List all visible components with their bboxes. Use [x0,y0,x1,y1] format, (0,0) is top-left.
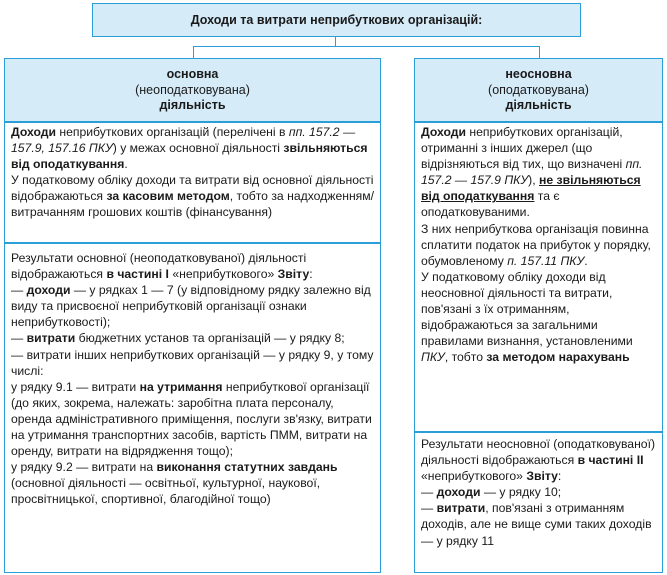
text: , пов'язані з отриманням доходів, але не вище суми таких доходів — у рядку 11 [421,501,652,548]
main-income-rows [11,282,376,330]
law-reference: пп. 157.2 — 157.9 ПКУ [421,157,643,188]
text: у рядку 9.1 — витрати [11,379,140,394]
non-main-income-paragraph [421,124,658,221]
non-main-accounting-paragraph [421,269,658,366]
other-expenses-row [11,347,376,379]
text: неприбуткових організацій, отриманні з інших джерел (що відрізняються від тих, що визначені [421,125,626,172]
main-income-paragraph [11,124,376,172]
non-main-activity-label: неосновна [505,67,572,81]
text: — витрати інших неприбуткових організацій — у рядку 9, у тому числі: [11,347,374,378]
text: , тобто за надходженням/витрачанням грошових коштів (фінансування) [11,189,375,220]
row-9-2 [11,459,376,507]
text: — [11,283,27,298]
connector-line [335,37,336,46]
law-reference: п. 157.11 ПКУ [507,253,585,268]
non-main-results-description [414,432,663,573]
main-accounting-paragraph [11,172,376,220]
text-bold: в частині I [106,267,169,282]
text: — у рядку 10; [480,485,562,500]
text: . [584,253,588,268]
text: — у рядках 1 — 7 (у відповідному рядку залежно від виду та присвоєної неприбутковій організації ознаки неприбутковості); [11,283,371,330]
main-activity-header [4,58,381,122]
text: «неприбуткового» [421,469,527,484]
row-11 [421,500,658,548]
text: У податковому обліку доходи від неосновної діяльності та витрати, пов'язані з їх отриманням, відображаються за загальними правилами визнання, установленими [421,269,633,349]
text: : [309,267,313,282]
text: неприбуткових організацій (перелічені в [55,125,289,139]
text-bold: витрати [436,501,486,516]
text-bold: звільняються від оподаткування [11,141,368,172]
text: бюджетних установ та організацій — у рядку 8; [75,331,345,346]
row-9-1 [11,379,376,459]
main-results-intro [11,250,376,282]
text-bold: виконання статутних завдань [156,460,338,475]
diagram-title-text: Доходи та витрати неприбуткових організацій: [190,13,483,27]
text: — [421,501,437,516]
connector-line [539,46,540,58]
text: та є оподатковуваними. [421,189,560,220]
text: у рядку 9.2 — витрати на [11,460,157,475]
text-bold: Доходи [11,125,56,139]
connector-line [193,46,539,47]
connector-line [193,46,194,58]
text-bold: доходи [436,485,481,500]
main-activity-subtitle: (неоподатковувана) [135,82,250,97]
text-bold: доходи [26,283,71,298]
text: — [421,485,437,500]
text: — [11,331,27,346]
main-activity-label: основна [166,67,219,81]
text: ) у межах основної діяльності [112,141,284,156]
text-bold-underlined: не звільняються від оподаткування [421,173,641,204]
row-10 [421,484,658,500]
text-bold: за методом нарахувань [486,350,630,365]
text: З них неприбуткова організація повинна сплатити податок на прибуток у порядку, обумовленому [421,221,651,268]
non-main-activity-subtitle: (оподатковувана) [488,82,589,97]
main-activity-caption: діяльність [159,98,226,112]
text-bold: за касовим методом [106,189,230,204]
diagram-title [92,3,581,37]
non-main-results-intro [421,436,658,484]
text: , тобто [444,350,487,365]
text: : [557,469,562,484]
text-bold: Звіту [526,469,558,484]
text-bold: Доходи [421,125,466,139]
text-bold: в частині II [577,453,644,468]
text: неприбуткової організації (до яких, зокрема, належать: заробітна плата персоналу, оренда адміністративного приміщення, послуги зв'язку, витрати на утримання транспортних засобів, вартість ПММ, витрати на оренду, витрати на відрядження тощо); [11,379,372,459]
text: Результати неосновної (оподатковуваної) діяльності відображаються [421,437,656,468]
law-reference: ПКУ [421,350,445,365]
law-reference: пп. 157.2 — 157.9, 157.16 ПКУ [11,125,356,156]
main-income-description [4,122,381,243]
text: «неприбуткового» [168,267,278,282]
text: У податковому обліку доходи та витрати від основної діяльності відображаються [11,173,374,204]
main-results-description [4,243,381,573]
text-bold: на утримання [139,379,223,394]
text: . [124,157,128,172]
tax-payment-paragraph [421,221,658,269]
text: ), [528,173,539,188]
text-bold: витрати [26,331,76,346]
non-main-income-description [414,122,663,432]
text: (основної діяльності — освітньої, культурної, наукової, просвітницької, спортивної, благодійної тощо) [11,476,321,507]
non-main-activity-caption: діяльність [505,98,572,112]
text-bold: Звіту [277,267,310,282]
text: Результати основної (неоподатковуваної) діяльності відображаються [11,251,307,282]
non-main-activity-header [414,58,663,122]
budget-expenses-row [11,330,376,346]
